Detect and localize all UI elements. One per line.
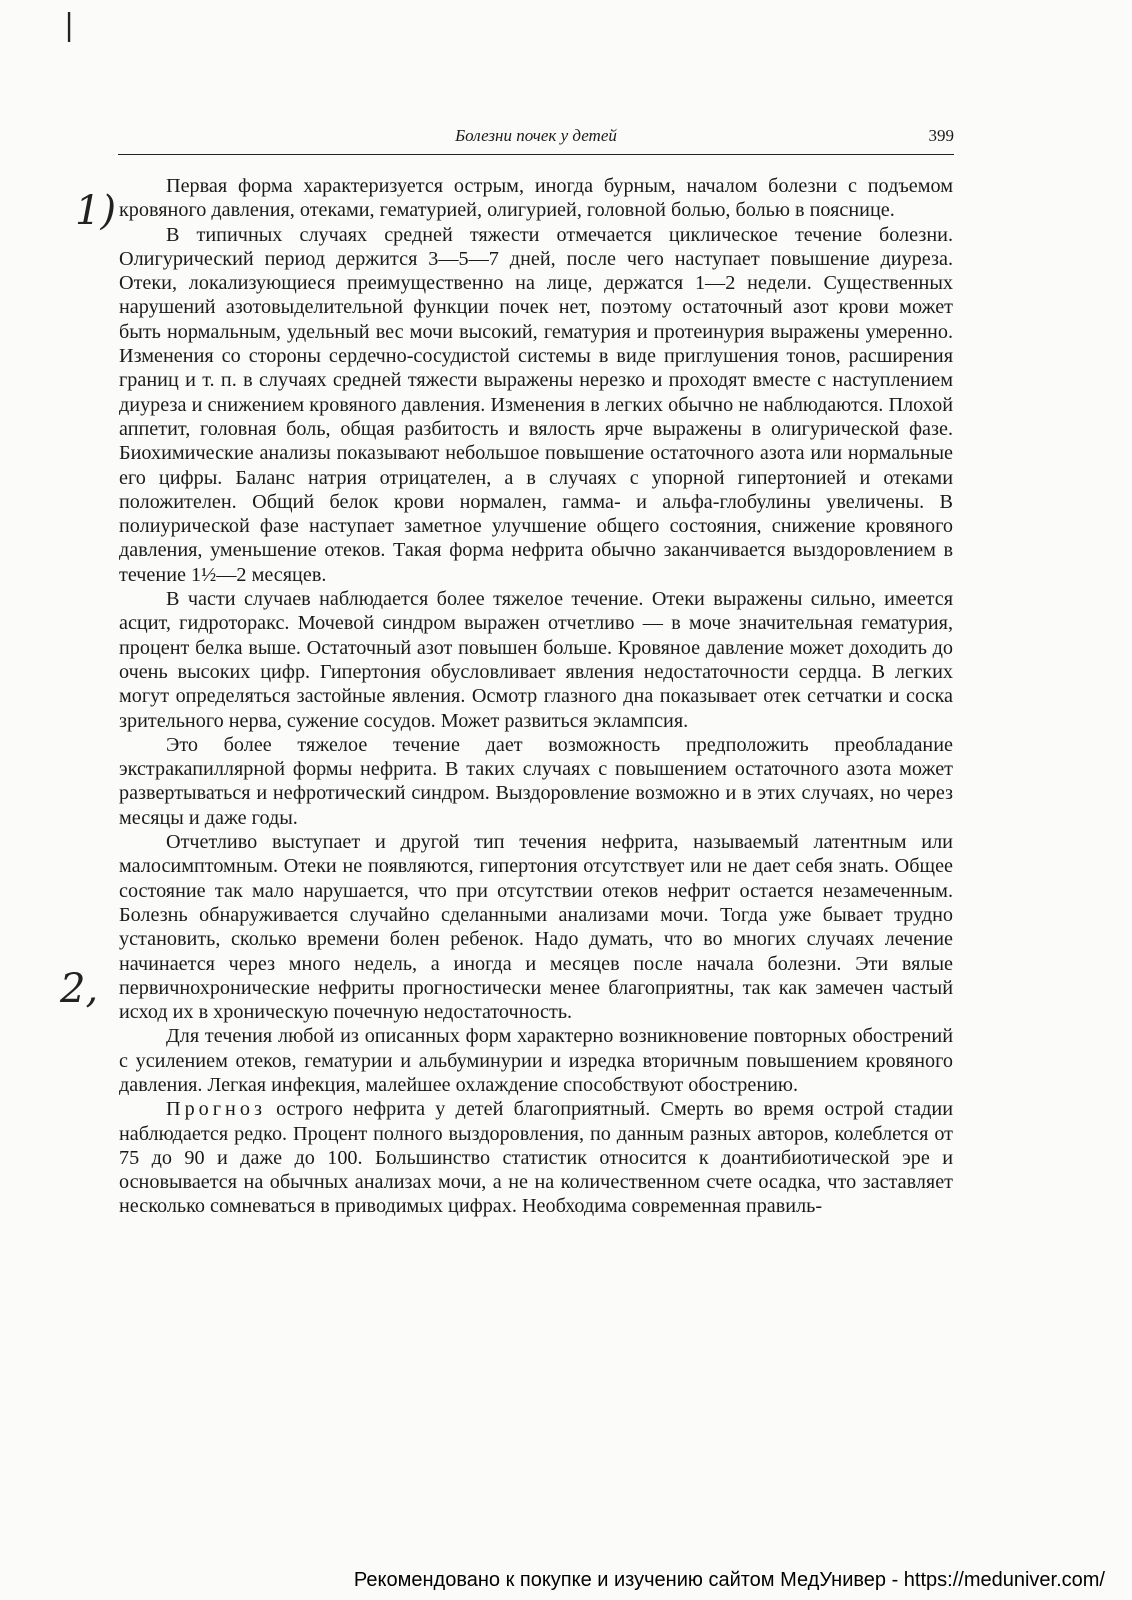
paragraph-first-form: Первая форма характеризуется острым, иногда бурным, началом болезни с подъемом кровяного давления, отеками, гематурией, олигурией, головной болью, болью в пояснице. [119, 175, 953, 222]
running-title: Болезни почек у детей [455, 126, 617, 145]
handwritten-margin-note-1: 1) [75, 188, 117, 234]
page-header [118, 124, 954, 155]
paragraph-extracapillary: Это более тяжелое течение дает возможность предположить преобладание экстракапиллярной формы нефрита. В таких случаях с повышением остаточного азота может развертываться и нефротический синдром. Выздоровление возможно и в этих случаях, но через месяцы и даже годы. [119, 733, 953, 829]
handwritten-margin-note-2: 2, [60, 966, 99, 1012]
paragraph-typical-course: В типичных случаях средней тяжести отмечается циклическое течение болезни. Олигурический период держится 3—5—7 дней, после чего наступает повышение диуреза. Отеки, локализующиеся преимущественно на лице, держатся 1—2 недели. Существенных нарушений азотовыделительной функции почек нет, поэтому остаточный азот крови может быть нормальным, удельный вес мочи высокий, гематурия и протеинурия выражены умеренно. Изменения со стороны сердечно-сосудистой системы в виде приглушения тонов, расширения границ и т. п. в случаях средней тяжести выражены нерезко и проходят вместе с наступлением диуреза и снижением кровяного давления. Изменения в легких обычно не наблюдаются. Плохой аппетит, головная боль, общая разбитость и вялость ярче выражены в олигурической фазе. Биохимические анализы показывают небольшое повышение остаточного азота или нормальные его цифры. Баланс натрия отрицателен, а в случаях с упорной гипертонией и отеками положителен. Общий белок крови нормален, гамма- и альфа-глобулины увеличены. В полиурической фазе наступает заметное улучшение общего состояния, снижение кровяного давления, уменьшение отеков. Такая форма нефрита обычно заканчивается выздоровлением в течение 1½—2 месяцев. [119, 223, 953, 586]
margin-tick-mark: | [64, 8, 75, 43]
prognosis-heading: Прогноз [166, 1098, 266, 1121]
body-text [119, 174, 953, 1219]
paragraph-severe-course: В части случаев наблюдается более тяжелое течение. Отеки выражены сильно, имеется асцит, гидроторакс. Мочевой синдром выражен отчетливо — в моче значительная гематурия, процент белка выше. Остаточный азот повышен больше. Кровяное давление может доходить до очень высоких цифр. Гипертония обусловливает явления недостаточности сердца. В легких могут определяться застойные явления. Осмотр глазного дна показывает отек сетчатки и соска зрительного нерва, сужение сосудов. Может развиться эклампсия. [119, 588, 953, 732]
paragraph-latent-type: Отчетливо выступает и другой тип течения нефрита, называемый латентным или малосимптомным. Отеки не появляются, гипертония отсутствует или не дает себя знать. Общее состояние так мало нарушается, что при отсутствии отеков нефрит остается незамеченным. Болезнь обнаруживается случайно сделанными анализами мочи. Тогда уже бывает трудно установить, сколько времени болен ребенок. Надо думать, что во многих случаях лечение начинается через много недель, а иногда и месяцев после начала болезни. Эти вялые первичнохронические нефриты прогностически менее благоприятны, так как замечен частый исход их в хроническую почечную недостаточность. [119, 831, 953, 1024]
page-number: 399 [928, 126, 954, 145]
paragraph-exacerbations: Для течения любой из описанных форм характерно возникновение повторных обострений с усилением отеков, гематурии и альбуминурии и изредка вторичным повышением кровяного давления. Легкая инфекция, малейшее охлаждение способствуют обострению. [119, 1025, 953, 1096]
prognosis-text: острого нефрита у детей благоприятный. Смерть во время острой стадии наблюдается редко. Процент полного выздоровления, по данным разных авторов, колеблется от 75 до 90 и даже до 100. Большинство статистик относится к доантибиотической эре и основывается на обычных анализах мочи, а не на количественном счете осадка, что заставляет несколько сомневаться в приводимых цифрах. Необходима современная правиль- [119, 1098, 953, 1218]
footer-recommendation: Рекомендовано к покупке и изучению сайтом МедУнивер - https://meduniver.com/ [353, 1569, 1105, 1591]
paragraph-prognosis [119, 1097, 953, 1218]
